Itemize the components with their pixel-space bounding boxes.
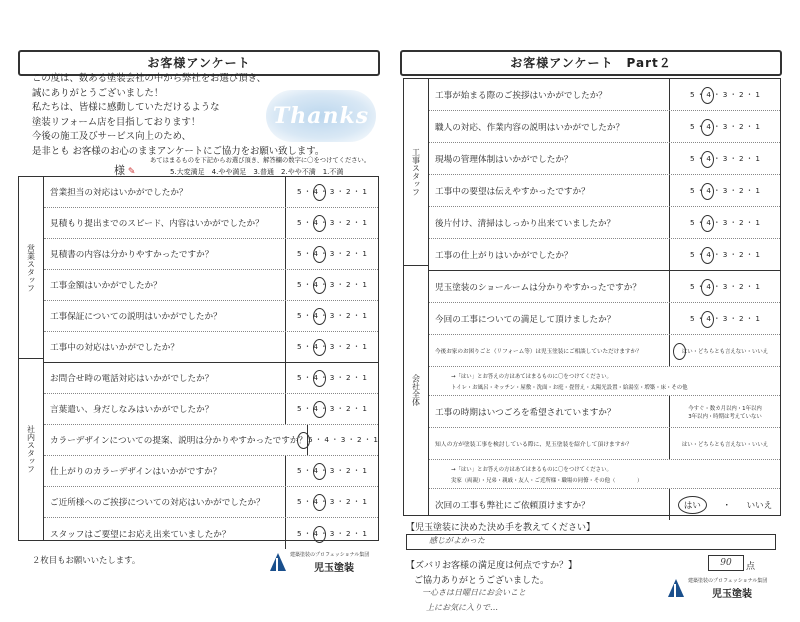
question-row [44, 363, 378, 394]
question-row [44, 177, 378, 208]
followup-row [429, 460, 780, 489]
answer-circle [313, 401, 326, 418]
company-logo [668, 576, 768, 602]
question-text: 後片付け、清掃はしっかり出来ていましたか？ [429, 207, 670, 238]
score-options[interactable]: 5 ・ 4 ・ 3 ・ 2 ・ 1 [297, 311, 367, 320]
question-text: 工事が始まる際のご挨拶はいかがでしたか？ [429, 79, 670, 110]
logo-name: 児玉塗装 [712, 589, 752, 600]
question-row [429, 79, 780, 111]
question-row [44, 456, 378, 487]
score-options[interactable]: 5 ・ 4 ・ 3 ・ 2 ・ 1 [297, 373, 367, 382]
intro-line: 是非とも お客様のお心のままアンケートにご協力をお願い致します。 [32, 145, 325, 157]
answer-circle [313, 463, 326, 480]
reason-answer: 感じがよかった [429, 536, 485, 545]
intro-line: 今後の施工及びサービス向上のため、 [32, 131, 192, 143]
thanks-message: ご協力ありがとうございました。 [414, 576, 550, 586]
answer-circle [313, 526, 326, 543]
question-row [429, 143, 780, 175]
answer-circle [313, 339, 326, 356]
score-options[interactable]: 5 ・ 4 ・ 3 ・ 2 ・ 1 [690, 281, 760, 291]
logo-mark-icon [270, 553, 286, 571]
question-text: 仕上がりのカラーデザインはいかがですか？ [44, 456, 286, 486]
score-question: 【ズバリお客様の満足度は何点ですか？】 [406, 561, 578, 571]
question-row [429, 428, 780, 460]
section-label-office: 社内スタッフ [19, 358, 44, 540]
score-options[interactable]: 5 ・ 4 ・ 3 ・ 2 ・ 1 [690, 313, 760, 323]
question-row [44, 332, 378, 363]
score-options[interactable]: 5 ・ 4 ・ 3 ・ 2 ・ 1 [690, 153, 760, 163]
followup-options[interactable]: 実家（両親）・兄弟・親戚・友人・ご近所様・職場の同僚・その他（ ） [451, 477, 643, 484]
sheet1-title: お客様アンケート [18, 50, 380, 76]
question-row [44, 425, 378, 456]
question-row [429, 111, 780, 143]
score-options[interactable]: 5 ・ 4 ・ 3 ・ 2 ・ 1 [690, 185, 760, 195]
logo-name: 児玉塗装 [314, 563, 354, 574]
question-text: 今後お家のお困りごと（リフォーム等）は児玉塗装にご相談していただけますか？ [429, 335, 670, 366]
answer-circle [313, 308, 326, 325]
answer-options[interactable] [670, 396, 780, 427]
company-logo [270, 550, 370, 576]
answer-yes[interactable]: はい [678, 496, 707, 514]
answer-no[interactable]: いいえ [746, 500, 773, 511]
score-options[interactable]: 5 ・ 4 ・ 3 ・ 2 ・ 1 [690, 89, 760, 99]
intro-line: 私たちは、皆様に感動していただけるような [32, 102, 220, 114]
score-options[interactable]: 5 ・ 4 ・ 3 ・ 2 ・ 1 [308, 435, 378, 444]
question-row [44, 301, 378, 332]
score-options[interactable]: 5 ・ 4 ・ 3 ・ 2 ・ 1 [297, 342, 367, 351]
survey-sheet-1 [18, 50, 380, 600]
question-text: お問合せ時の電話対応はいかがでしたか？ [44, 363, 286, 393]
logo-tagline: 建築塗装のプロフェッショナル集団 [688, 578, 768, 584]
answer-circle [313, 246, 326, 263]
reason-question: 【児玉塗装に決めた決め手を教えてください】 [406, 523, 596, 533]
question-text: カラーデザインについての提案、説明は分かりやすかったですか？ [44, 425, 308, 455]
question-row [429, 207, 780, 239]
score-options[interactable]: 5 ・ 4 ・ 3 ・ 2 ・ 1 [297, 466, 367, 475]
question-text: 次回の工事も弊社にご依頼頂けますか？ [429, 489, 670, 520]
next-page-note: ２枚目もお願いいたします。 [32, 555, 141, 565]
question-text: 工事保証についての説明はいかがでしたか？ [44, 301, 286, 331]
answer-circle [701, 151, 714, 168]
handwritten-comment: 上にお気に入りで… [426, 603, 498, 612]
score-options[interactable]: 5 ・ 4 ・ 3 ・ 2 ・ 1 [297, 280, 367, 289]
question-text: 工事の仕上がりはいかがでしたか？ [429, 239, 670, 270]
question-text: 今回の工事についての満足して頂けましたか？ [429, 303, 670, 334]
question-row [429, 271, 780, 303]
logo-mark-icon [668, 579, 684, 597]
answer-options[interactable]: はい・どちらとも言えない・いいえ [681, 441, 769, 448]
score-options[interactable]: 5 ・ 4 ・ 3 ・ 2 ・ 1 [690, 249, 760, 259]
intro-line: 塗装リフォーム店を目指しております！ [32, 116, 201, 128]
answer-options[interactable] [670, 489, 780, 520]
answer-circle [313, 494, 326, 511]
question-text: 工事の時期はいつごろを希望されていますか？ [429, 396, 670, 427]
section-label-sales: 営業スタッフ [19, 177, 44, 359]
question-text: ご近所様へのご挨拶についての対応はいかがでしたか？ [44, 487, 286, 517]
handwritten-comment: 一心さは日曜日にお会いこと [422, 588, 526, 597]
question-row [429, 396, 780, 428]
answer-circle [701, 87, 714, 104]
followup-note: →「はい」とお答えの方はあてはまるものに〇をつけてください。 [451, 466, 612, 473]
answer-circle [701, 215, 714, 232]
question-row [44, 487, 378, 518]
score-options[interactable]: 5 ・ 4 ・ 3 ・ 2 ・ 1 [297, 528, 367, 538]
score-options[interactable]: 5 ・ 4 ・ 3 ・ 2 ・ 1 [690, 121, 760, 131]
logo-tagline: 建築塗装のプロフェッショナル集団 [290, 552, 370, 558]
answer-circle [701, 279, 714, 296]
question-row [44, 394, 378, 425]
timing-option-line[interactable]: 3年以内・時期は考えていない [688, 413, 762, 420]
score-options[interactable]: 5 ・ 4 ・ 3 ・ 2 ・ 1 [690, 217, 760, 227]
reason-answer-box[interactable] [406, 534, 776, 550]
section-label-company: 会社全体 [404, 265, 429, 515]
question-text: 職人の対応、作業内容の説明はいかがでしたか？ [429, 111, 670, 142]
answer-circle [313, 277, 326, 294]
score-options[interactable]: 5 ・ 4 ・ 3 ・ 2 ・ 1 [297, 404, 367, 413]
rating-table-1 [18, 176, 379, 541]
question-text: スタッフはご要望にお応え出来ていましたか？ [44, 518, 286, 549]
question-row [44, 208, 378, 239]
intro-line: 誠にありがとうございました！ [32, 87, 164, 99]
legend-note: あてはまるものを下記からお選び頂き、解答欄の数字に〇をつけてください。 [150, 157, 371, 164]
score-options[interactable]: 5 ・ 4 ・ 3 ・ 2 ・ 1 [297, 218, 367, 227]
question-text: 児玉塗装のショールームは分かりやすかったですか？ [429, 271, 670, 302]
question-row [429, 335, 780, 367]
question-text: 工事中の要望は伝えやすかったですか？ [429, 175, 670, 206]
score-unit: 点 [746, 562, 756, 572]
question-row [44, 270, 378, 301]
answer-options[interactable]: はい・どちらとも言えない・いいえ [681, 348, 769, 355]
answer-circle [701, 183, 714, 200]
score-options[interactable]: 5 ・ 4 ・ 3 ・ 2 ・ 1 [297, 249, 367, 258]
rating-legend: 5.大変満足 4.やや満足 3.普通 2.やや不満 1.不満 [170, 168, 344, 176]
question-text: 工事金額はいかがでしたか？ [44, 270, 286, 300]
followup-note: →「はい」とお答えの方はあてはまるものに〇をつけてください。 [451, 373, 612, 380]
sheet2-title: お客様アンケート Part２ [400, 50, 782, 76]
answer-circle [313, 370, 326, 387]
question-row [429, 489, 780, 520]
score-answer[interactable]: 90 [708, 555, 744, 571]
question-text: 見積もり提出までのスピード、内容はいかがでしたか？ [44, 208, 286, 238]
question-row [44, 239, 378, 270]
question-text: 営業担当の対応はいかがでしたか？ [44, 177, 286, 207]
name-suffix: 様 [114, 164, 125, 177]
question-row [429, 303, 780, 335]
question-text: 知人の方が塗装工事を検討している際に、児玉塗装を紹介して頂けますか？ [429, 428, 670, 459]
rating-table-2 [403, 78, 781, 516]
answer-circle [673, 343, 686, 360]
answer-separator: ・ [722, 500, 731, 511]
question-row [44, 518, 378, 549]
answer-circle [701, 247, 714, 264]
question-text: 工事中の対応はいかがでしたか？ [44, 332, 286, 362]
question-row [429, 239, 780, 271]
answer-circle [313, 215, 326, 232]
question-row [429, 175, 780, 207]
answer-circle [701, 119, 714, 136]
question-text: 言葉遣い、身だしなみはいかがでしたか？ [44, 394, 286, 424]
intro-line: この度は、数ある塗装会社の中から弊社をお選び頂き、 [32, 73, 267, 84]
question-text: 見積書の内容は分かりやすかったですか？ [44, 239, 286, 269]
score-options[interactable]: 5 ・ 4 ・ 3 ・ 2 ・ 1 [297, 497, 367, 506]
thanks-graphic: Thanks [266, 90, 376, 142]
answer-circle [701, 311, 714, 328]
score-options[interactable]: 5 ・ 4 ・ 3 ・ 2 ・ 1 [297, 187, 367, 196]
name-stamp: ✎ [125, 167, 136, 177]
followup-options[interactable]: トイレ・お風呂・キッチン・屋敷・洗面・お庭・畳替え・太陽光設置・給湯室・増築・床・その他 [451, 384, 688, 391]
question-text: 現場の管理体制はいかがでしたか？ [429, 143, 670, 174]
followup-row [429, 367, 780, 396]
survey-sheet-2 [400, 50, 782, 622]
section-label-construction: 工事スタッフ [404, 79, 429, 266]
answer-circle [297, 432, 310, 449]
timing-option-line[interactable]: 今すぐ・数カ月以内・1年以内 [688, 405, 762, 412]
answer-circle [313, 184, 326, 201]
